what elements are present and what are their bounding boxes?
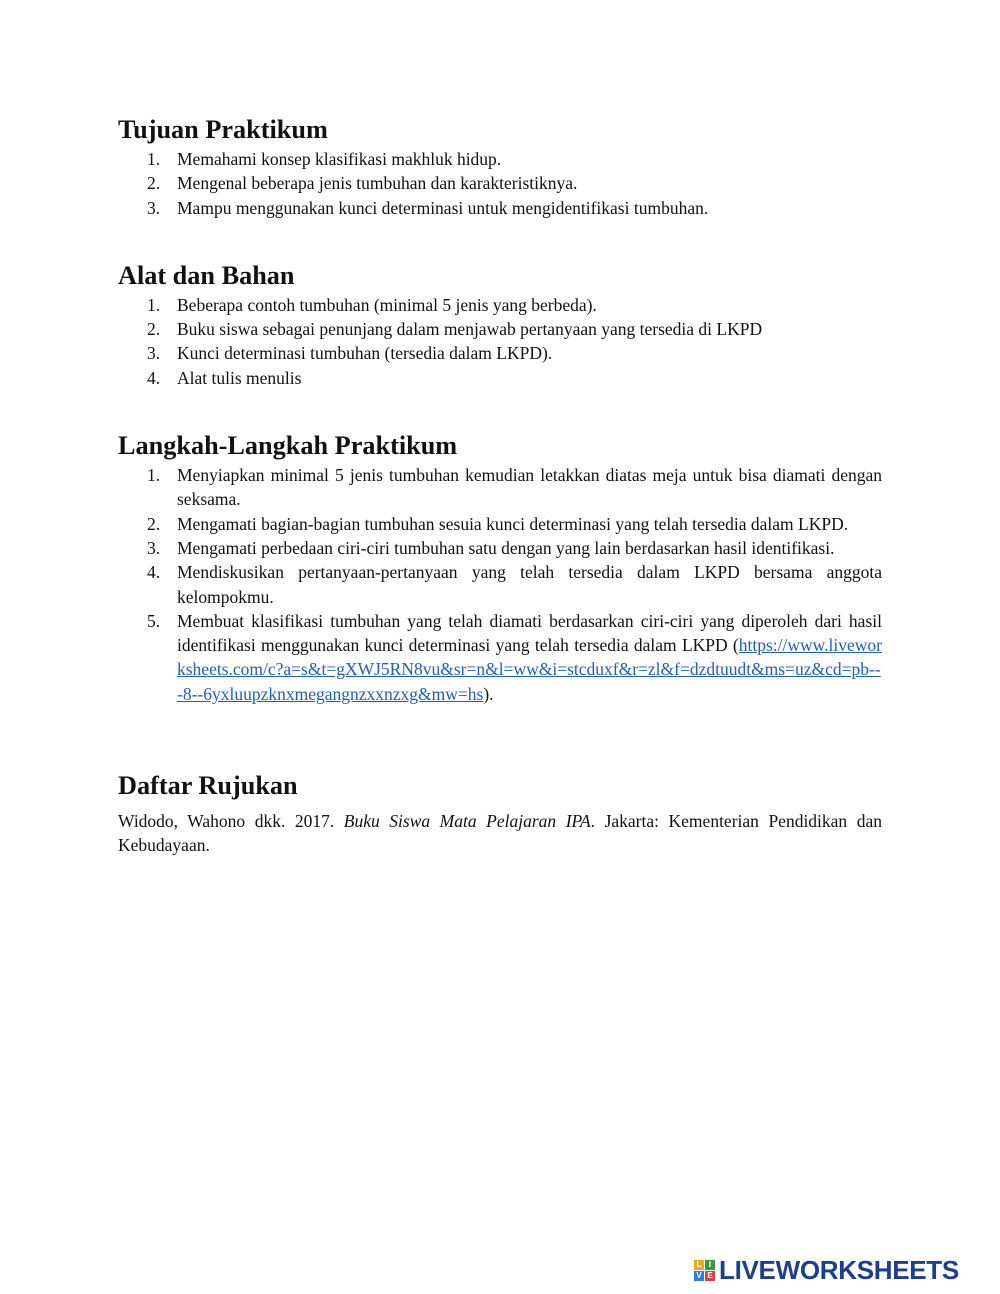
list-item bbox=[118, 317, 882, 341]
tujuan-list bbox=[118, 147, 882, 220]
list-item bbox=[118, 171, 882, 195]
section-heading-tujuan: Tujuan Praktikum bbox=[118, 115, 328, 144]
list-number: 4. bbox=[147, 562, 161, 583]
langkah-list bbox=[118, 463, 882, 706]
list-number: 3. bbox=[147, 197, 161, 218]
list-text: Menyiapkan minimal 5 jenis tumbuhan kemudian letakkan diatas meja untuk bisa diamati dengan seksama. bbox=[177, 465, 882, 510]
list-text: Mengamati perbedaan ciri-ciri tumbuhan satu dengan yang lain berdasarkan hasil identifikasi. bbox=[177, 537, 835, 558]
list-text: Membuat klasifikasi tumbuhan yang telah diamati berdasarkan ciri-ciri yang diperoleh dari hasil identifikasi menggunakan kunci determinasi yang telah tersedia dalam LKPD ( bbox=[177, 610, 882, 656]
list-text: Mampu menggunakan kunci determinasi untuk mengidentifikasi tumbuhan. bbox=[177, 197, 709, 218]
list-number: 4. bbox=[147, 367, 161, 388]
list-number: 1. bbox=[147, 294, 161, 315]
list-text: Alat tulis menulis bbox=[177, 367, 302, 388]
list-number: 5. bbox=[147, 610, 161, 631]
list-item bbox=[118, 293, 882, 317]
list-number: 1. bbox=[147, 149, 161, 169]
liveworksheets-link[interactable]: https://www.liveworksheets.com/c?a=s&t=gXWJ5RN8vu&sr=n&l=ww&i=stcduxf&r=zl&f=dzdtuudt&ms=uz&cd=pb---8--6yxluupzknxmegangnzxxnzxg&mw=hs bbox=[177, 635, 882, 704]
list-item bbox=[118, 512, 882, 536]
logo-letter-v: V bbox=[694, 1271, 704, 1281]
reference-publisher: . Jakarta: Kementerian Pendidikan dan Kebudayaan. bbox=[118, 811, 882, 856]
list-text: Memahami konsep klasifikasi makhluk hidup. bbox=[177, 149, 502, 169]
list-item bbox=[118, 196, 882, 220]
list-item bbox=[118, 147, 882, 171]
liveworksheets-logo bbox=[694, 1255, 959, 1285]
list-number: 2. bbox=[147, 319, 161, 340]
list-number: 3. bbox=[147, 537, 161, 558]
list-text: Buku siswa sebagai penunjang dalam menjawab pertanyaan yang tersedia di LKPD bbox=[177, 319, 763, 340]
list-number: 2. bbox=[147, 513, 161, 534]
reference-book-title: Buku Siswa Mata Pelajaran IPA bbox=[343, 811, 591, 832]
list-text: Mengenal beberapa jenis tumbuhan dan karakteristiknya. bbox=[177, 173, 578, 194]
list-text: Kunci determinasi tumbuhan (tersedia dalam LKPD). bbox=[177, 343, 553, 364]
list-item bbox=[118, 366, 882, 390]
document-page bbox=[118, 112, 882, 875]
logo-letter-i: I bbox=[705, 1260, 715, 1270]
list-text: Mengamati bagian-bagian tumbuhan sesuia kunci determinasi yang telah tersedia dalam LKPD. bbox=[177, 513, 849, 534]
logo-letter-l: L bbox=[694, 1260, 704, 1270]
list-item bbox=[118, 341, 882, 365]
reference-authors: Widodo, Wahono dkk. 2017. bbox=[118, 811, 344, 832]
list-number: 2. bbox=[147, 173, 161, 194]
list-number: 1. bbox=[147, 465, 161, 486]
list-number: 3. bbox=[147, 343, 161, 364]
list-item bbox=[118, 536, 882, 560]
list-item bbox=[118, 463, 882, 512]
section-heading-rujukan: Daftar Rujukan bbox=[118, 771, 298, 801]
logo-letter-e: E bbox=[705, 1271, 715, 1281]
list-item bbox=[118, 609, 882, 706]
section-heading-alat: Alat dan Bahan bbox=[118, 260, 295, 290]
alat-list bbox=[118, 293, 882, 390]
list-text-suffix: ). bbox=[483, 683, 494, 704]
section-heading-langkah: Langkah-Langkah Praktikum bbox=[118, 431, 458, 461]
list-text: Beberapa contoh tumbuhan (minimal 5 jenis yang berbeda). bbox=[177, 294, 597, 315]
logo-text: LIVEWORKSHEETS bbox=[719, 1254, 959, 1285]
reference-entry bbox=[118, 809, 882, 858]
list-item bbox=[118, 560, 882, 609]
list-text: Mendiskusikan pertanyaan-pertanyaan yang telah tersedia dalam LKPD bersama anggota kelompokmu. bbox=[177, 562, 882, 607]
logo-mark-icon bbox=[694, 1260, 715, 1281]
